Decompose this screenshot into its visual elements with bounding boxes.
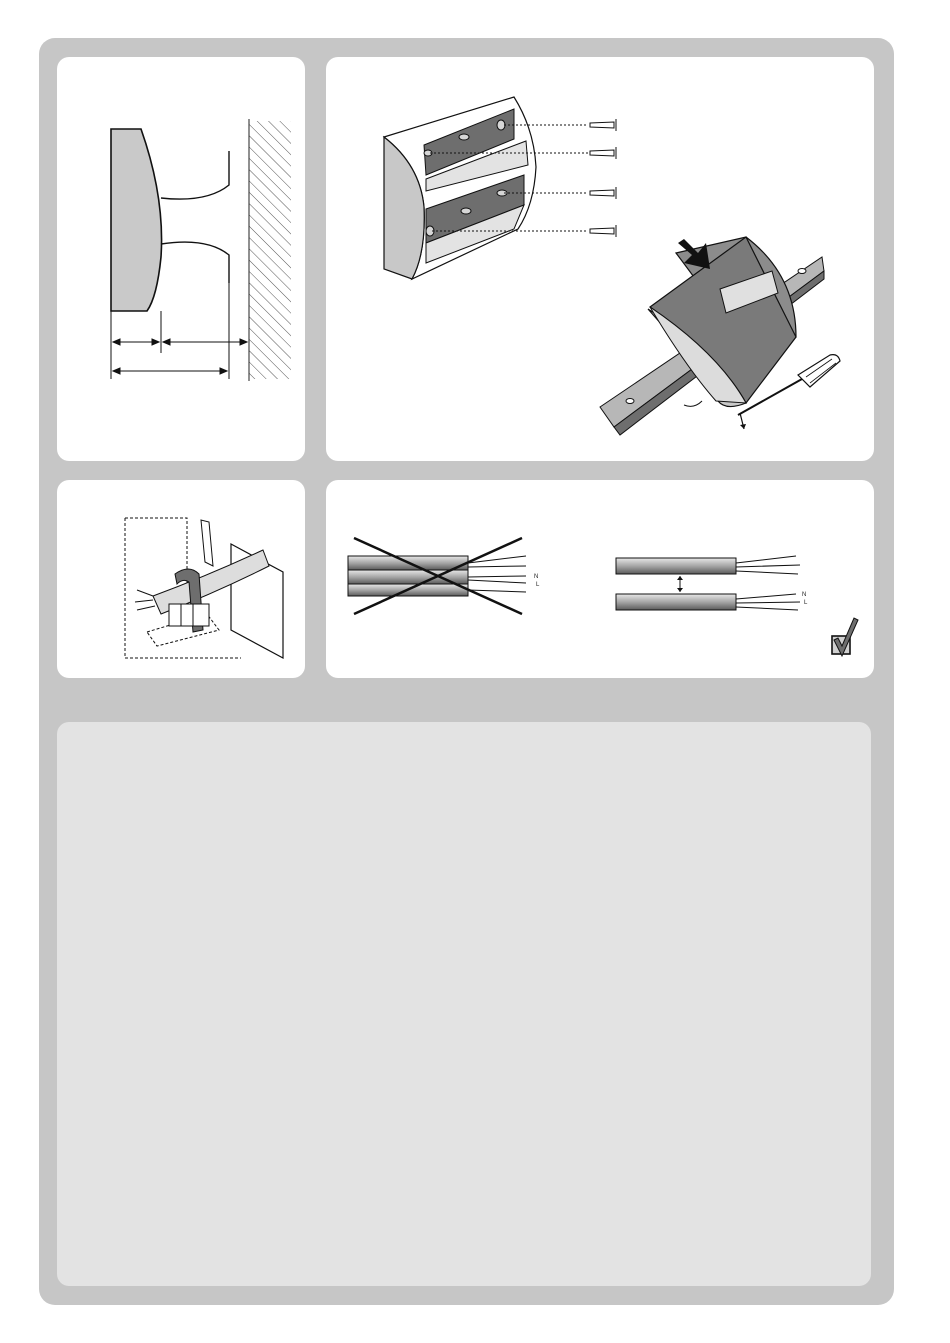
device-profile	[111, 129, 162, 311]
panel-side-clearance	[57, 57, 305, 461]
panel-cable-clamp	[57, 480, 305, 678]
panel-mounting	[326, 57, 874, 461]
wall-hatch	[249, 121, 291, 379]
wall-bracket-icon	[384, 97, 536, 279]
wall-screw-icon	[590, 119, 616, 237]
panel-cable-separation	[326, 480, 874, 678]
wrong-cable-bundle-icon	[348, 538, 540, 614]
airflow-upper	[161, 151, 229, 199]
checkmark-box-icon	[832, 618, 858, 656]
separated-cables-icon	[616, 556, 808, 610]
wire-label-l-2: L	[804, 600, 808, 606]
wire-label-n: N	[534, 574, 539, 580]
cable-clamp-icon	[57, 480, 305, 678]
lower-blank-panel	[57, 722, 871, 1286]
side-clearance-diagram-icon	[57, 57, 305, 461]
wire-label-l: L	[536, 582, 540, 588]
wire-label-n-2: N	[802, 592, 807, 598]
rotate-arrow-icon	[684, 401, 702, 406]
airflow-lower	[161, 242, 229, 283]
dimension-arrows	[113, 339, 247, 374]
